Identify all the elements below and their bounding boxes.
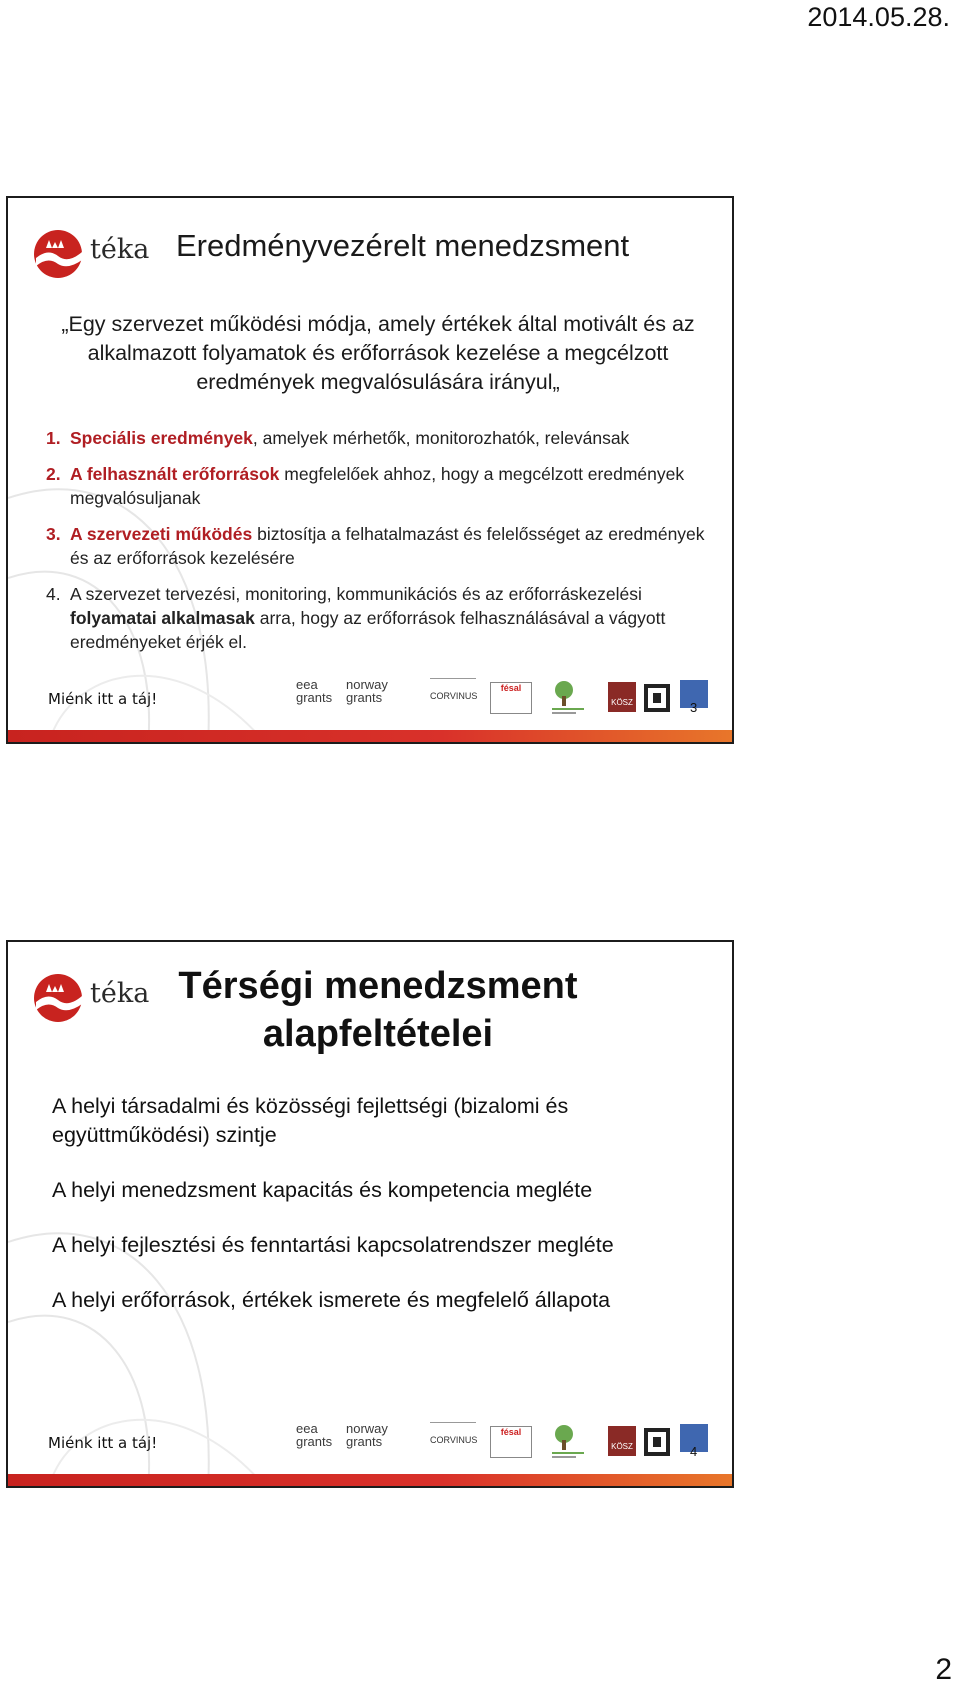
list-item: A helyi társadalmi és közösségi fejlettségi (bizalomi és együttműködési) szintje (52, 1094, 569, 1147)
teka-logo-icon (32, 226, 88, 282)
list-item: 2. A felhasznált erőforrások megfelelőek ahhoz, hogy a megcélzott eredmények megvalósuljanak (46, 464, 685, 508)
kosz-logo: KÖSZ (608, 682, 636, 712)
slide-title: Eredményvezérelt menedzsment (176, 228, 630, 263)
list-item: 4. A szervezet tervezési, monitoring, kommunikációs és az erőforráskezelési folyamatai alkalmasak arra, hogy az erőforrások felhasználásával a vágyott eredményeket érjék el. (46, 584, 666, 652)
slide-3 (6, 196, 734, 744)
corvinus-logo: CORVINUS (430, 1422, 476, 1475)
teka-logo-icon (32, 970, 88, 1026)
tree-logo-icon (548, 678, 588, 718)
slide-number: 4 (690, 1444, 698, 1459)
slide-title: Térségi menedzsment alapfeltételei (178, 965, 578, 1055)
list-item: 3. A szervezeti működés biztosítja a felhatalmazást és felelősséget az eredmények és az erőforrások kezelésére (46, 524, 705, 568)
list-item: 1. Speciális eredmények, amelyek mérhetők, monitorozhatók, relevánsak (46, 428, 630, 448)
eea-grants-logo: eea grants (296, 677, 333, 705)
list-item: A helyi erőforrások, értékek ismerete és megfelelő állapota (52, 1288, 611, 1312)
bullet-list (52, 1092, 712, 1341)
definition-quote: „Egy szervezet működési módja, amely értékek által motivált és az alkalmazott folyamatok és erőforrások kezelése a megcélzott eredmények megvalósulására irányul„ (61, 312, 695, 394)
numbered-list (36, 426, 706, 666)
teka-logo (32, 226, 152, 282)
slide-4 (6, 940, 734, 1488)
page-date: 2014.05.28. (807, 2, 950, 32)
fesal-logo: fésal (490, 682, 532, 714)
list-item: A helyi menedzsment kapacitás és kompetencia megléte (52, 1178, 593, 1202)
norway-grants-logo: norway grants (346, 1421, 388, 1449)
kosz-logo: KÖSZ (608, 1426, 636, 1456)
footer-motto: Miénk itt a táj! (48, 690, 158, 708)
fesal-logo: fésal (490, 1426, 532, 1458)
teka-logo (32, 970, 152, 1026)
footer-motto: Miénk itt a táj! (48, 1434, 158, 1452)
cube-logo-icon (644, 684, 670, 712)
teka-logo-text: téka (90, 234, 150, 265)
tree-logo-icon (548, 1422, 588, 1462)
norway-grants-logo: norway grants (346, 677, 388, 705)
list-item: A helyi fejlesztési és fenntartási kapcsolatrendszer megléte (52, 1233, 614, 1257)
slide-number: 3 (690, 700, 698, 715)
sponsor-logos (296, 1422, 696, 1466)
eea-grants-logo: eea grants (296, 1421, 333, 1449)
teka-logo-text: téka (90, 978, 150, 1009)
slide-bottom-bar (8, 1474, 732, 1486)
slide-bottom-bar (8, 730, 732, 742)
cube-logo-icon (644, 1428, 670, 1456)
corvinus-logo: CORVINUS (430, 678, 476, 731)
sponsor-logos (296, 678, 696, 722)
page-number: 2 (935, 1653, 952, 1686)
